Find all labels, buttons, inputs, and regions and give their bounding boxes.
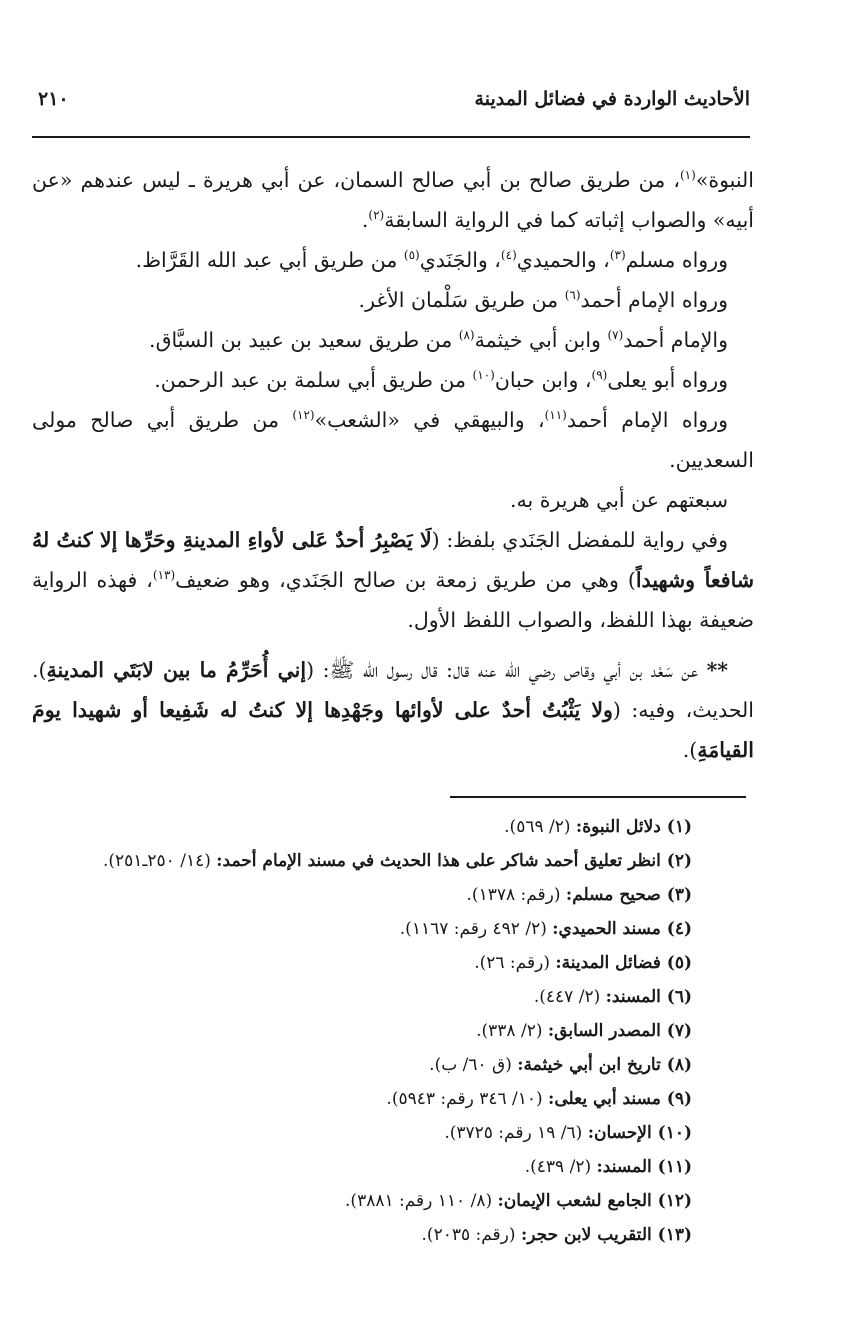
footnote-item [32,1116,692,1150]
footnote-text: (رقم: ٢٠٣٥). [421,1225,521,1245]
footnote-text: (١٠/ ٣٤٦ رقم: ٥٩٤٣). [386,1089,549,1109]
footnote-ref: (٥) [403,248,420,263]
footnote-label: (٥) فضائل المدينة: [555,953,692,973]
footnote-label: (٩) مسند أبي يعلى: [548,1089,692,1109]
footnote-item [32,1048,692,1082]
text-run: ، والجَنَدي [419,248,501,272]
paragraph-8 [32,520,754,640]
text-run: ، فهذه الرواية ضعيفة بهذا اللفظ، والصواب اللفظ الأول. [32,568,754,632]
paragraph-1 [32,160,754,240]
paragraph-3 [32,280,754,320]
footnote-item [32,1184,692,1218]
footnote-ref: (٦) [564,288,581,303]
text-run: ورواه الإمام أحمد [580,288,728,312]
footnote-ref: (٢) [368,208,385,223]
text-run: . [361,208,369,232]
paragraph-4 [32,320,754,360]
running-title: الأحاديث الواردة في فضائل المدينة [474,88,750,110]
text-run: ، والبيهقي في «الشعب» [314,408,545,432]
footnote-label: (٦) المسند: [605,987,692,1007]
footnote-item [32,1014,692,1048]
text-run: من طريق أبي عبد الله القَرَّاظ. [135,248,398,272]
main-text [32,160,754,770]
paragraph-6 [32,400,754,480]
footnote-ref: (١٢) [292,408,315,423]
page-header [32,82,750,122]
text-run: ، وابن حبان [494,368,592,392]
text-run: من طريق أبي صالح مولى السعديين. [32,408,754,472]
footnote-label: (٨) تاريخ ابن أبي خيثمة: [517,1055,692,1075]
paragraph-2 [32,240,754,280]
text-run: عن سَعْد بن أبي وقاص رضي الله عنه قال: قال رسول الله ﷺ: ( [306,658,707,682]
footnotes [32,810,692,1252]
footnote-text: (٨/ ١١٠ رقم: ٣٨٨١). [345,1191,498,1211]
hadith-quote: إني أُحَرِّمُ ما بين لابَتَي المدينةِ [46,658,307,682]
header-divider [32,136,750,138]
text-run: ). الحديث، وفيه: ( [32,658,755,722]
footnote-text: (ق ٦٠/ ب). [429,1055,518,1075]
footnote-ref: (٣) [609,248,626,263]
footnote-item [32,980,692,1014]
text-run: من طريق سعيد بن عبيد بن السبَّاق. [149,328,453,352]
footnote-item [32,810,692,844]
footnote-text: (٦/ ١٩ رقم: ٣٧٢٥). [444,1123,588,1143]
footnote-label: (٧) المصدر السابق: [547,1021,692,1041]
text-run: ) وهي من طريق زمعة بن صالح الجَنَدي، وهو ضعيف [175,568,636,592]
footnote-item [32,946,692,980]
text-run: وفي رواية للمفضل الجَنَدي بلفظ: ( [431,528,729,552]
hadith-quote: ولا يَثْبُتُ أحدٌ على لأوائها وجَهْدِها إلا كنتُ له شَفِيعا أو شهيدا يومَ القيامَةِ [32,698,754,762]
text-run: من طريق أبي سلمة بن عبد الرحمن. [154,368,467,392]
paragraph-9 [32,650,754,770]
paragraph-7: سبعتهم عن أبي هريرة به. [509,488,728,512]
footnote-text: (٢/ ٣٣٨). [476,1021,548,1041]
footnote-item [32,1218,692,1252]
hadith-quote: لَا يَصْبِرُ أحدٌ عَلى لأواءِ المدينةِ وحَرِّها إلا كنتُ لهُ شافعاً وشهيداً [32,528,754,592]
text-run: ، من طريق صالح بن أبي صالح السمان، عن أبي هريرة ـ ليس عندهم «عن أبيه» والصواب إثباته كما في الرواية السابقة [32,168,754,232]
text-run: ، والحميدي [516,248,610,272]
footnote-label: (٢) انظر تعليق أحمد شاكر على هذا الحديث في مسند الإمام أحمد: [216,851,692,871]
footnote-label: (١) دلائل النبوة: [575,817,692,837]
footnote-ref: (١٣) [152,568,176,583]
footnote-ref: (١٠) [472,368,495,383]
footnote-text: (رقم: ١٣٧٨). [466,885,566,905]
text-run: ورواه مسلم [625,248,728,272]
footnote-label: (١٠) الإحسان: [587,1123,692,1143]
footnote-label: (١١) المسند: [596,1157,692,1177]
footnote-ref: (٧) [607,328,624,343]
footnote-text: (رقم: ٢٦). [474,953,556,973]
text-run: النبوة» [695,168,754,192]
footnote-ref: (١١) [544,408,567,423]
footnote-item [32,1150,692,1184]
text-run: والإمام أحمد [623,328,728,352]
footnote-item [32,844,692,878]
footnote-text: (٢/ ٤٩٢ رقم: ١١٦٧). [399,919,553,939]
footnote-label: (١٣) التقريب لابن حجر: [520,1225,692,1245]
text-run: من طريق سَلْمان الأغر. [358,288,559,312]
footnote-text: (٢/ ٥٦٩). [504,817,576,837]
footnote-ref: (٩) [591,368,608,383]
footnote-label: (١٢) الجامع لشعب الإيمان: [497,1191,692,1211]
page-number: ٢١٠ [38,88,69,110]
footnote-text: (١٤/ ٢٥٠ـ٢٥١). [102,851,217,871]
footnote-divider [450,796,746,798]
footnote-item [32,912,692,946]
footnote-item [32,878,692,912]
paragraph-5 [32,360,754,400]
footnote-label: (٤) مسند الحميدي: [552,919,692,939]
footnote-label: (٣) صحيح مسلم: [565,885,692,905]
footnote-item [32,1082,692,1116]
footnote-ref: (٤) [500,248,517,263]
footnote-text: (٢/ ٤٤٧). [533,987,606,1007]
footnote-ref: (١) [679,168,696,183]
text-run: ورواه أبو يعلى [607,368,728,392]
text-run: ). [682,738,698,762]
hadith-marker: ** [706,658,729,682]
text-run: ورواه الإمام أحمد [566,408,728,432]
text-run: وابن أبي خيثمة [474,328,601,352]
footnote-text: (٢/ ٤٣٩). [524,1157,597,1177]
footnote-ref: (٨) [458,328,475,343]
